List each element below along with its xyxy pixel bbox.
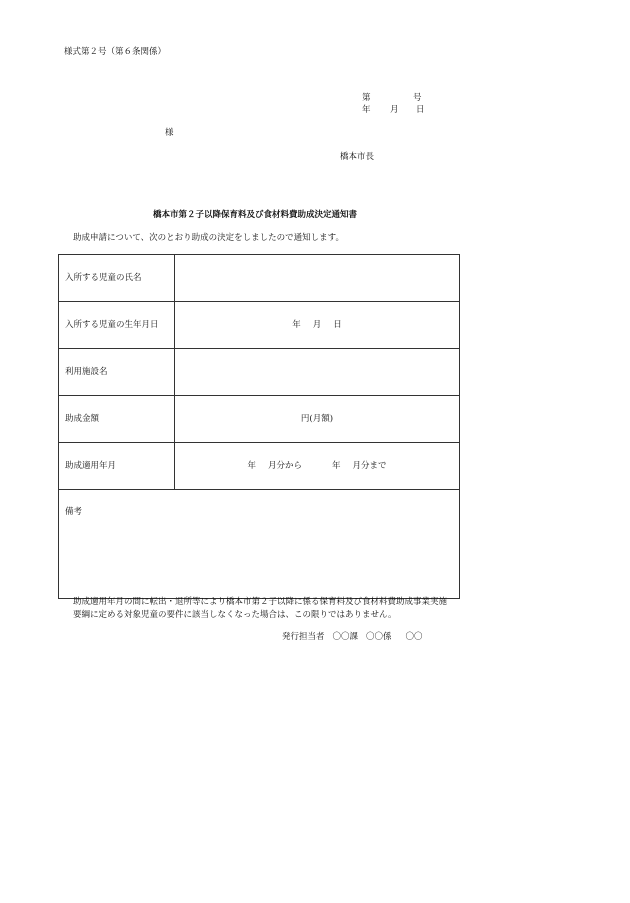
row-label-period: 助成適用年月 (59, 443, 175, 490)
row-label-remarks: 備考 (65, 507, 83, 517)
birthdate-month: 月 (312, 319, 322, 330)
row-label-child-name: 入所する児童の氏名 (59, 255, 175, 302)
form-number: 様式第２号（第６条関係） (64, 47, 167, 57)
row-label-amount: 助成金額 (59, 396, 175, 443)
date-month-label: 月 (390, 105, 399, 115)
row-label-facility: 利用施設名 (59, 349, 175, 396)
date-year-label: 年 (362, 105, 371, 115)
facility-value (175, 349, 460, 396)
table-row-period (59, 443, 460, 490)
contact-section: 〇〇係 (366, 632, 392, 642)
period-from-month: 月分から (267, 460, 302, 471)
amount-value: 円(月額) (175, 396, 460, 443)
row-label-birthdate: 入所する児童の生年月日 (59, 302, 175, 349)
table-row-amount (59, 396, 460, 443)
notice-line-2: 要綱に定める対象児童の要件に該当しなくなった場合は、この限りではありません。 (73, 610, 397, 620)
document-number-label: 第 (362, 93, 371, 103)
table-row-child-name (59, 255, 460, 302)
document-number-suffix: 号 (413, 93, 422, 103)
period-to-year: 年 (332, 460, 341, 471)
child-name-value (175, 255, 460, 302)
contact-label: 発行担当者 (282, 632, 325, 642)
decision-table (58, 254, 460, 599)
contact-department: 〇〇課 (332, 632, 359, 642)
period-from-year: 年 (247, 460, 256, 471)
intro-text: 助成申請について、次のとおり助成の決定をしましたので通知します。 (73, 233, 344, 243)
birthdate-day: 日 (333, 319, 342, 330)
contact-person: 〇〇 (405, 632, 423, 642)
birthdate-value (175, 302, 460, 349)
table-row-birthdate (59, 302, 460, 349)
contact-info (282, 633, 423, 642)
table-row-remarks (59, 490, 460, 599)
remarks-cell (59, 490, 460, 599)
addressee-suffix: 様 (165, 128, 174, 138)
document-title: 橋本市第２子以降保育料及び食材料費助成決定通知書 (153, 210, 358, 220)
table-row-facility (59, 349, 460, 396)
period-value (175, 443, 460, 490)
notice-line-1: 助成適用年月の間に転出・退所等により橋本市第２子以降に係る保育料及び食材料費助成事業実施 (73, 597, 448, 607)
issuer: 橋本市長 (340, 152, 375, 162)
birthdate-year: 年 (292, 319, 301, 330)
period-to-month: 月分まで (352, 460, 387, 471)
date-day-label: 日 (416, 105, 425, 115)
